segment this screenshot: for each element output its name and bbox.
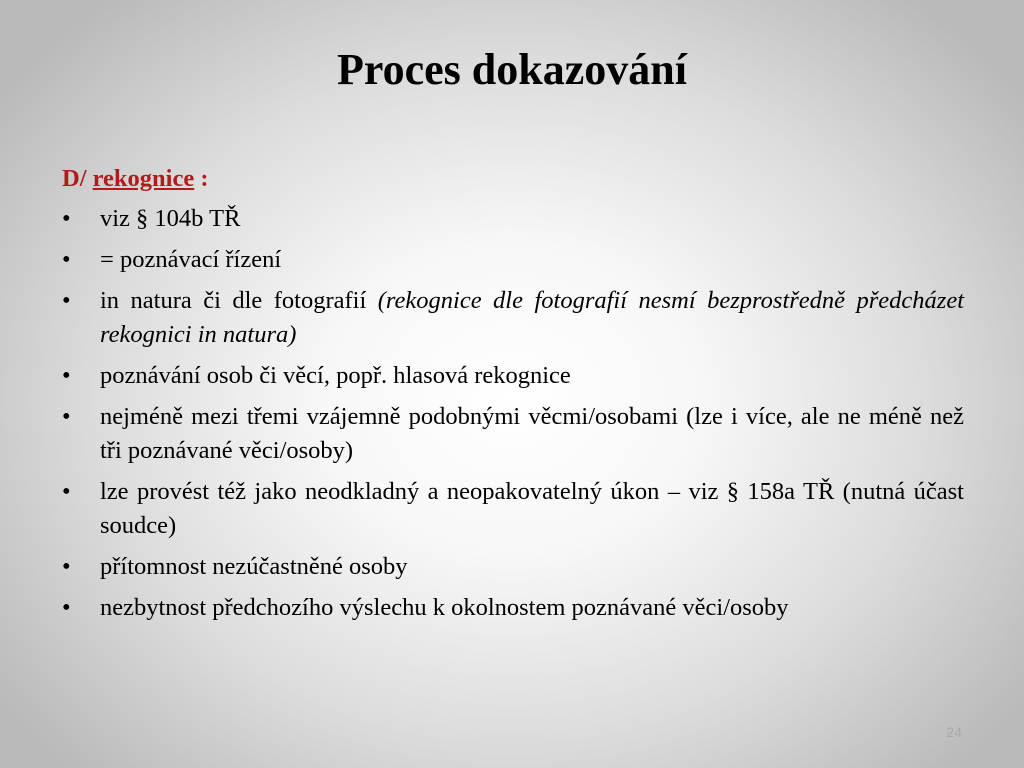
bullet-icon: • <box>62 553 71 580</box>
bullet-item <box>62 243 964 277</box>
bullet-text: přítomnost nezúčastněné osoby <box>100 553 408 580</box>
section-heading <box>62 162 964 196</box>
bullet-italic-note: (rekognice dle fotografií nesmí bezprostředně předcházet rekognici in natura) <box>100 287 964 348</box>
slide-number: 24 <box>946 724 962 740</box>
bullet-item <box>62 284 964 352</box>
bullet-icon: • <box>62 205 71 232</box>
bullet-text: viz § 104b TŘ <box>100 205 241 232</box>
bullet-item <box>62 400 964 468</box>
bullet-text: nejméně mezi třemi vzájemně podobnými věcmi/osobami (lze i více, ale ne méně než tři poznávané věci/osoby) <box>100 403 964 464</box>
bullet-icon: • <box>62 594 71 621</box>
bullet-text: poznávání osob či věcí, popř. hlasová rekognice <box>100 362 571 389</box>
slide-content <box>62 162 964 632</box>
heading-prefix: D/ <box>62 165 93 192</box>
slide-title: Proces dokazování <box>337 45 687 94</box>
bullet-text: in natura či dle fotografií <box>100 287 378 314</box>
bullet-item <box>62 591 964 625</box>
bullet-item <box>62 550 964 584</box>
bullet-icon: • <box>62 287 71 314</box>
bullet-icon: • <box>62 478 71 505</box>
bullet-icon: • <box>62 362 71 389</box>
bullet-text: nezbytnost předchozího výslechu k okolnostem poznávané věci/osoby <box>100 594 789 621</box>
bullet-list <box>62 202 964 625</box>
bullet-text: lze provést též jako neodkladný a neopakovatelný úkon – viz § 158a TŘ (nutná účast soudce) <box>100 478 964 539</box>
bullet-item <box>62 359 964 393</box>
heading-suffix: : <box>194 165 209 192</box>
bullet-text: = poznávací řízení <box>100 246 282 273</box>
bullet-item <box>62 202 964 236</box>
bullet-icon: • <box>62 403 71 430</box>
bullet-icon: • <box>62 246 71 273</box>
bullet-item <box>62 475 964 543</box>
heading-keyword: rekognice <box>92 165 195 192</box>
